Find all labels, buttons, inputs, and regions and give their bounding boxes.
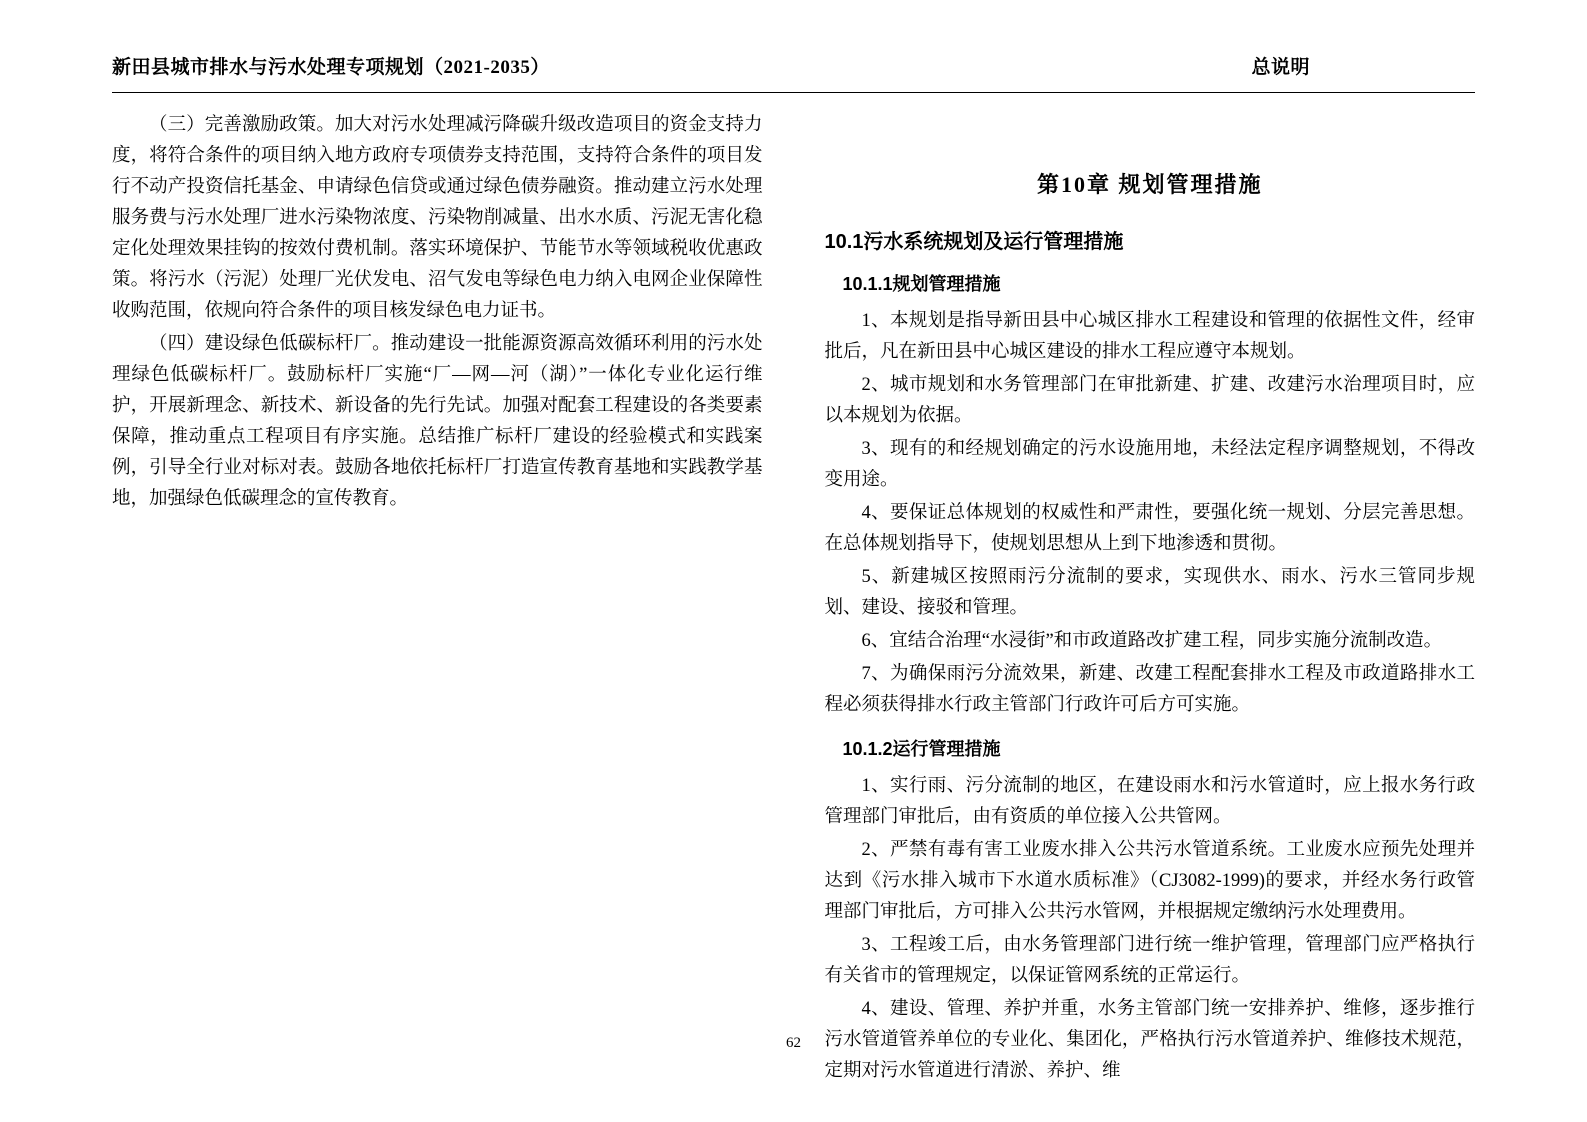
header-title-right: 总说明 — [1251, 57, 1310, 78]
page-header — [112, 52, 1475, 79]
list-item: 4、建设、管理、养护并重，水务主管部门统一安排养护、维修，逐步推行污水管道管养单位的专业化、集团化，严格执行污水管道养护、维修技术规范，定期对污水管道进行清淤、养护、维 — [824, 999, 1475, 1081]
chapter-heading: 第10章 规划管理措施 — [1036, 172, 1263, 197]
subsection-heading: 10.1.2运行管理措施 — [842, 739, 1001, 759]
right-column — [815, 110, 1476, 1081]
list-item: 5、新建城区按照雨污分流制的要求，实现供水、雨水、污水三管同步规划、建设、接驳和管理。 — [824, 567, 1475, 618]
list-item: 3、工程竣工后，由水务管理部门进行统一维护管理，管理部门应严格执行有关省市的管理规定，以保证管网系统的正常运行。 — [824, 935, 1475, 986]
subsection-heading: 10.1.1规划管理措施 — [842, 274, 1001, 294]
list-item: 6、宜结合治理“水浸街”和市政道路改扩建工程，同步实施分流制改造。 — [861, 631, 1443, 651]
header-title-left: 新田县城市排水与污水处理专项规划（2021-2035） — [112, 57, 550, 78]
list-item: 3、现有的和经规划确定的污水设施用地，未经法定程序调整规划，不得改变用途。 — [824, 439, 1475, 490]
header-divider — [112, 92, 1475, 93]
paragraph: （三）完善激励政策。加大对污水处理减污降碳升级改造项目的资金支持力度，将符合条件的项目纳入地方政府专项债券支持范围，支持符合条件的项目发行不动产投资信托基金、申请绿色信贷或通过绿色债券融资。推动建立污水处理服务费与污水处理厂进水污染物浓度、污染物削减量、出水水质、污泥无害化稳定化处理效果挂钩的按效付费机制。落实环境保护、节能节水等领域税收优惠政策。将污水（污泥）处理厂光伏发电、沼气发电等绿色电力纳入电网企业保障性收购范围，依规向符合条件的项目核发绿色电力证书。 — [112, 115, 763, 321]
list-item: 2、严禁有毒有害工业废水排入公共污水管道系统。工业废水应预先处理并达到《污水排入城市下水道水质标准》（CJ3082-1999)的要求，并经水务行政管理部门审批后，方可排入公共污水管网，并根据规定缴纳污水处理费用。 — [824, 840, 1475, 922]
page-number: 62 — [786, 1035, 801, 1051]
list-item: 7、为确保雨污分流效果，新建、改建工程配套排水工程及市政道路排水工程必须获得排水行政主管部门行政许可后方可实施。 — [824, 664, 1475, 715]
paragraph: （四）建设绿色低碳标杆厂。推动建设一批能源资源高效循环利用的污水处理绿色低碳标杆厂。鼓励标杆厂实施“厂—网—河（湖）”一体化专业化运行维护，开展新理念、新技术、新设备的先行先试。加强对配套工程建设的各类要素保障，推动重点工程项目有序实施。总结推广标杆厂建设的经验模式和实践案例，引导全行业对标对表。鼓励各地依托标杆厂打造宣传教育基地和实践教学基地，加强绿色低碳理念的宣传教育。 — [112, 334, 763, 509]
list-item: 2、城市规划和水务管理部门在审批新建、扩建、改建污水治理项目时，应以本规划为依据。 — [824, 375, 1475, 426]
section-heading: 10.1污水系统规划及运行管理措施 — [824, 231, 1124, 253]
list-item: 4、要保证总体规划的权威性和严肃性，要强化统一规划、分层完善思想。在总体规划指导下，使规划思想从上到下地渗透和贯彻。 — [824, 503, 1475, 554]
left-column — [112, 110, 773, 1022]
list-item: 1、实行雨、污分流制的地区，在建设雨水和污水管道时，应上报水务行政管理部门审批后，由有资质的单位接入公共管网。 — [824, 776, 1475, 827]
list-item: 1、本规划是指导新田县中心城区排水工程建设和管理的依据性文件，经审批后，凡在新田县中心城区建设的排水工程应遵守本规划。 — [824, 311, 1475, 362]
